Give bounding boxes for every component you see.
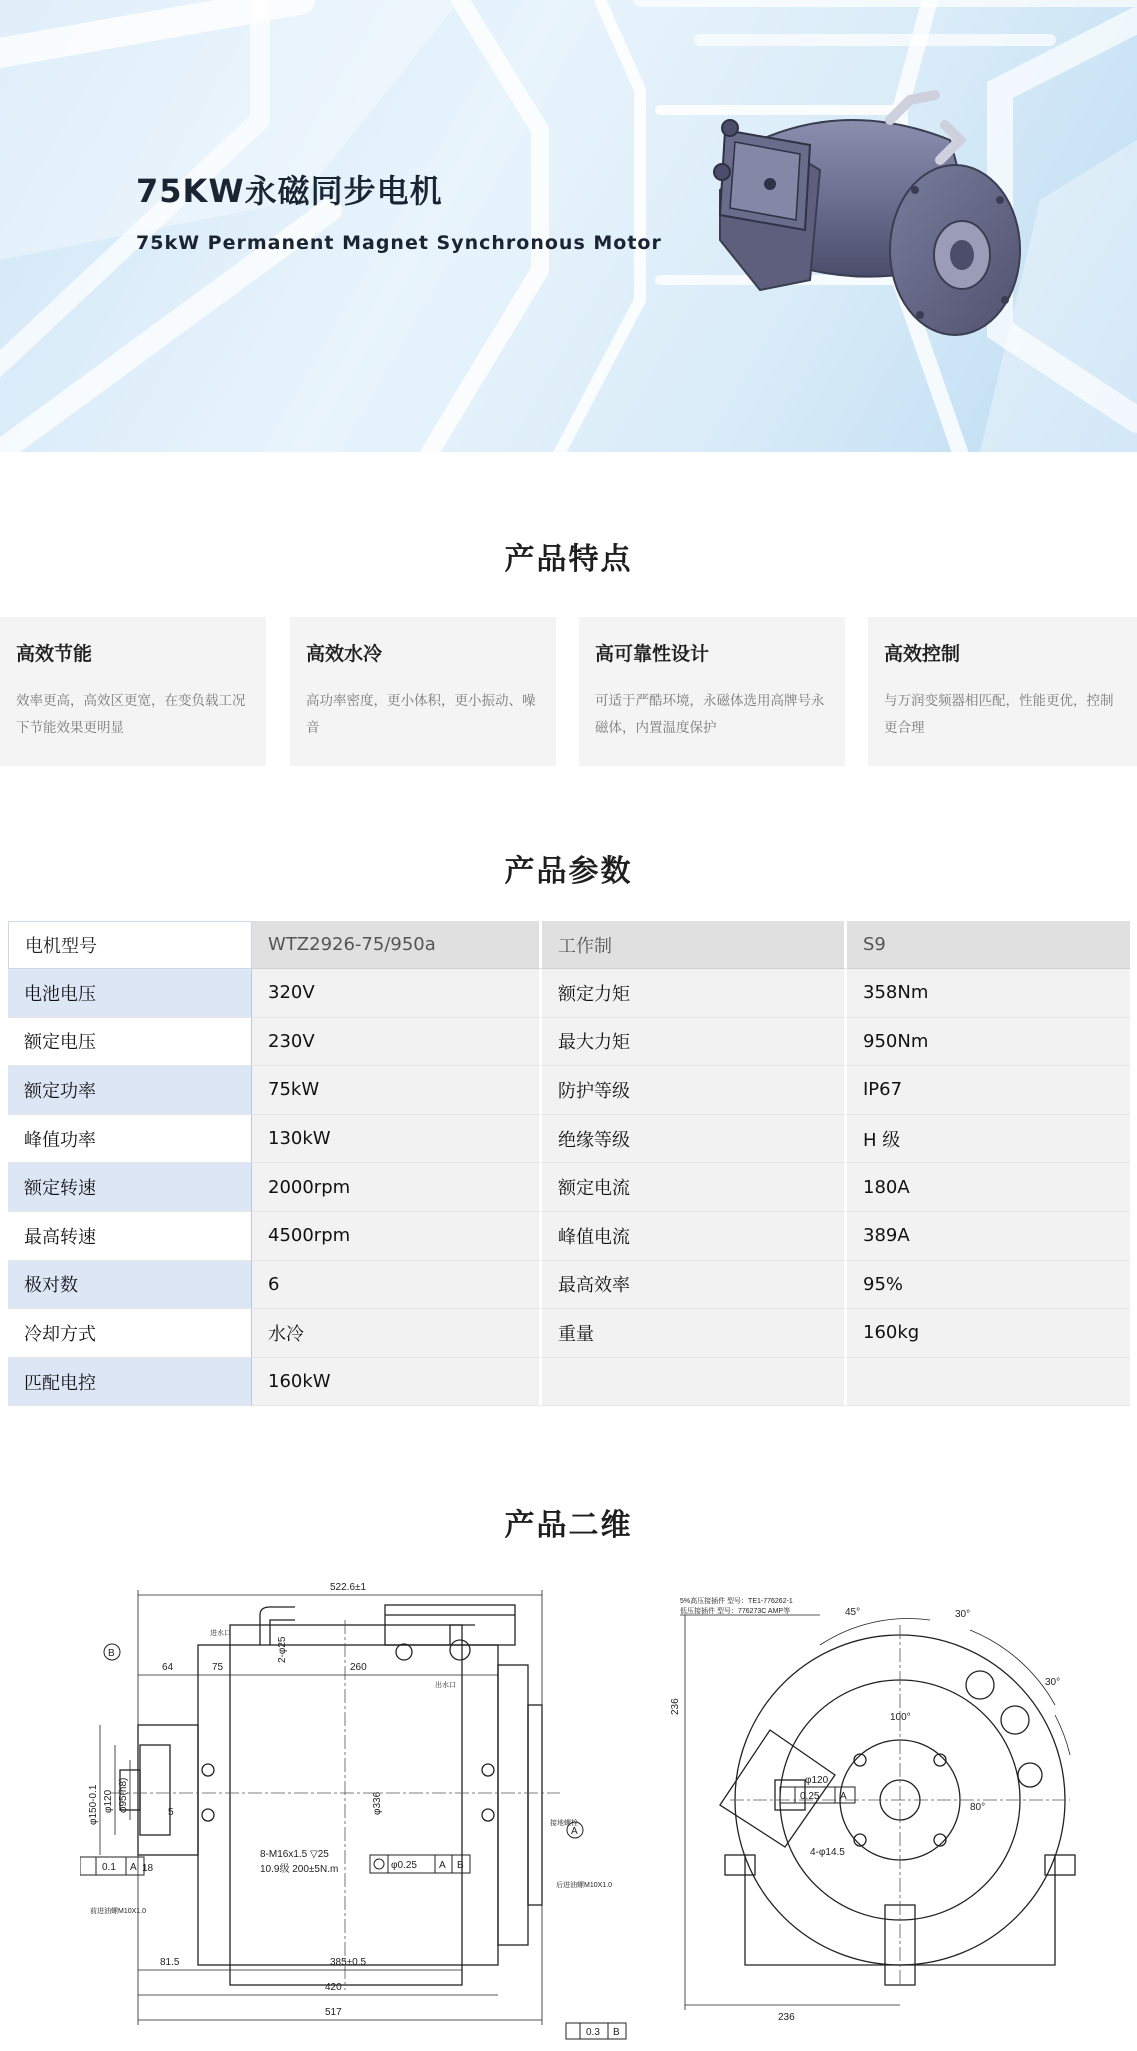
dim-5: 5 xyxy=(168,1807,174,1818)
datum-b-label: B xyxy=(108,1648,115,1659)
table-cell: 防护等级 xyxy=(542,1066,847,1115)
table-cell: 4500rpm xyxy=(252,1212,542,1261)
feature-description: 效率更高，高效区更宽，在变负载工况下节能效果更明显 xyxy=(16,693,246,736)
table-cell: 389A xyxy=(847,1212,1130,1261)
hero-title: 75KW永磁同步电机 xyxy=(136,172,443,210)
dim-420: 420 xyxy=(325,1982,342,1993)
table-cell: 额定电压 xyxy=(8,1018,252,1067)
parallel-datum: B xyxy=(613,2027,620,2038)
table-cell: 工作制 xyxy=(542,921,847,969)
specs-section-title: 产品参数 xyxy=(504,854,633,889)
angle-100: 100° xyxy=(890,1712,911,1723)
table-cell: 额定电流 xyxy=(542,1163,847,1212)
tol-datum-a: A xyxy=(439,1860,446,1871)
table-cell: 95% xyxy=(847,1261,1130,1310)
torque-note: 10.9级 200±5N.m xyxy=(260,1864,339,1875)
table-cell: 重量 xyxy=(542,1309,847,1358)
dim-64: 64 xyxy=(162,1662,174,1673)
feature-title: 高效节能 xyxy=(16,643,93,665)
table-cell: IP67 xyxy=(847,1066,1130,1115)
table-cell: 最高效率 xyxy=(542,1261,847,1310)
table-cell: 水冷 xyxy=(252,1309,542,1358)
dim-236-horizontal: 236 xyxy=(778,2012,795,2023)
table-cell: 绝缘等级 xyxy=(542,1115,847,1164)
table-cell: 230V xyxy=(252,1018,542,1067)
table-header-row xyxy=(8,921,1130,969)
table-cell: 电池电压 xyxy=(8,969,252,1018)
feature-description: 与万润变频器相匹配，性能更优，控制更合理 xyxy=(884,693,1114,736)
tol-position-value: φ0.25 xyxy=(391,1860,417,1871)
note-outlet: 出水口 xyxy=(435,1682,456,1689)
feature-title: 高效水冷 xyxy=(306,643,383,665)
note-ground-front: 前进油螺M10X1.0 xyxy=(90,1908,147,1915)
table-cell: 75kW xyxy=(252,1066,542,1115)
table-cell: 匹配电控 xyxy=(8,1358,252,1407)
table-cell: H 级 xyxy=(847,1115,1130,1164)
feature-description: 高功率密度，更小体积，更小振动、噪音 xyxy=(306,693,536,736)
holes-note: 4-φ14.5 xyxy=(810,1847,845,1858)
table-cell: 额定功率 xyxy=(8,1066,252,1115)
table-row xyxy=(8,1212,1130,1261)
drawings-section-title: 产品二维 xyxy=(504,1508,633,1543)
dim-150: φ150-0.1 xyxy=(88,1784,99,1825)
table-cell xyxy=(847,1358,1130,1407)
table-cell: 最大力矩 xyxy=(542,1018,847,1067)
table-row xyxy=(8,1358,1130,1407)
dim-336: φ336 xyxy=(372,1791,383,1815)
table-cell: 160kW xyxy=(252,1358,542,1407)
dim-517: 517 xyxy=(325,2007,342,2018)
note-lv-connector: 低压接插件 型号：776273C AMP等 xyxy=(680,1608,791,1615)
table-cell: 峰值功率 xyxy=(8,1115,252,1164)
bolt-note: 8-M16x1.5 ▽25 xyxy=(260,1849,329,1860)
dim-236-vertical: 236 xyxy=(670,1698,681,1715)
table-cell: 电机型号 xyxy=(8,921,252,969)
tol-value: 0.25 xyxy=(800,1791,820,1802)
table-cell: S9 xyxy=(847,921,1130,969)
feature-description: 可适于严酷环境，永磁体选用高牌号永磁体，内置温度保护 xyxy=(595,693,825,736)
hero-banner xyxy=(0,0,1137,452)
side-view-drawing xyxy=(80,1575,660,2045)
table-row xyxy=(8,1066,1130,1115)
dim-75: 75 xyxy=(212,1662,224,1673)
dim-95: φ95(h8) xyxy=(118,1777,129,1813)
feature-card xyxy=(579,617,845,766)
table-cell: 160kg xyxy=(847,1309,1130,1358)
flatness-value: 0.1 xyxy=(102,1862,116,1873)
table-cell: 峰值电流 xyxy=(542,1212,847,1261)
table-cell: 额定转速 xyxy=(8,1163,252,1212)
note-inlet: 进水口 xyxy=(210,1630,231,1637)
table-row xyxy=(8,1309,1130,1358)
note-ground-rear: 后进油螺M10X1.0 xyxy=(556,1882,613,1889)
table-cell: 额定力矩 xyxy=(542,969,847,1018)
table-cell: 2000rpm xyxy=(252,1163,542,1212)
table-cell: 极对数 xyxy=(8,1261,252,1310)
feature-card xyxy=(290,617,556,766)
table-cell: 6 xyxy=(252,1261,542,1310)
table-row xyxy=(8,1261,1130,1310)
dia-120: φ120 xyxy=(805,1775,829,1786)
note-ground-bolt: 接地螺栓 xyxy=(550,1820,578,1827)
feature-card xyxy=(868,617,1137,766)
table-cell: 320V xyxy=(252,969,542,1018)
angle-30-b: 30° xyxy=(1045,1677,1061,1688)
tol-datum: A xyxy=(840,1791,847,1802)
feature-card xyxy=(0,617,266,766)
table-cell: 358Nm xyxy=(847,969,1130,1018)
dim-18: 18 xyxy=(142,1863,154,1874)
table-row xyxy=(8,969,1130,1018)
table-row xyxy=(8,1115,1130,1164)
table-cell xyxy=(542,1358,847,1407)
dim-81-5: 81.5 xyxy=(160,1957,180,1968)
angle-45: 45° xyxy=(845,1607,861,1618)
spec-table xyxy=(8,921,1130,1406)
flatness-datum: A xyxy=(130,1862,137,1873)
table-cell: WTZ2926-75/950a xyxy=(252,921,542,969)
table-row xyxy=(8,1018,1130,1067)
tol-datum-b: B xyxy=(457,1860,464,1871)
front-view-drawing xyxy=(670,1585,1100,2040)
angle-30-a: 30° xyxy=(955,1609,971,1620)
hero-subtitle: 75kW Permanent Magnet Synchronous Motor xyxy=(136,232,662,254)
table-cell: 180A xyxy=(847,1163,1130,1212)
dim-120: φ120 xyxy=(103,1789,114,1813)
parallel-value: 0.3 xyxy=(586,2027,600,2038)
table-cell: 950Nm xyxy=(847,1018,1130,1067)
dim-260: 260 xyxy=(350,1662,367,1673)
features-section-title: 产品特点 xyxy=(504,542,633,577)
note-hv-connector: 5%高压接插件 型号：TE1-776262-1 xyxy=(680,1598,793,1605)
dim-2-25: 2-φ25 xyxy=(277,1636,288,1663)
dim-385: 385±0.5 xyxy=(330,1957,367,1968)
feature-title: 高可靠性设计 xyxy=(595,643,710,665)
motor-product-image xyxy=(700,80,1040,380)
dim-total-length: 522.6±1 xyxy=(330,1582,367,1593)
datum-a-label: A xyxy=(571,1826,578,1837)
table-cell: 130kW xyxy=(252,1115,542,1164)
table-cell: 最高转速 xyxy=(8,1212,252,1261)
table-row xyxy=(8,1163,1130,1212)
table-cell: 冷却方式 xyxy=(8,1309,252,1358)
angle-80: 80° xyxy=(970,1802,986,1813)
feature-title: 高效控制 xyxy=(884,643,961,665)
